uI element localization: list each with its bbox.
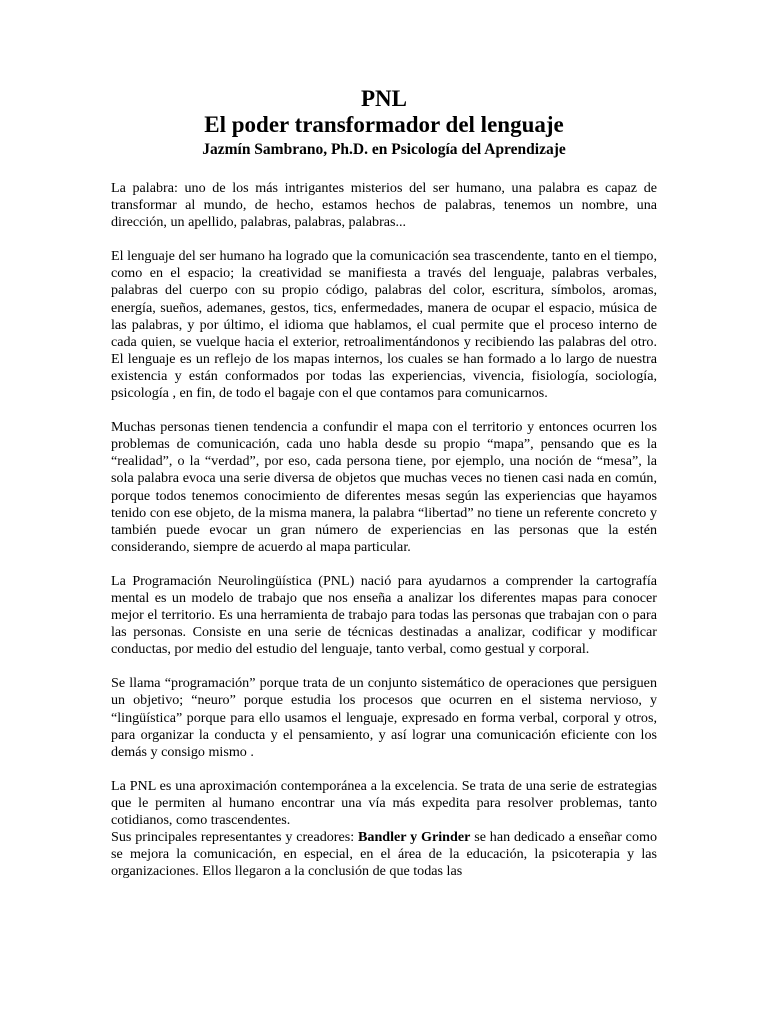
paragraph-7-text-start: Sus principales representantes y creadores: (111, 829, 358, 846)
document-title-line-2: El poder transformador del lenguaje (204, 112, 564, 137)
paragraph-2: El lenguaje del ser humano ha logrado que la comunicación sea trascendente, tanto en el tiempo, como en el espacio; la creatividad se manifiesta a través del lenguaje, palabras verbales, palabras del cuerpo con su propio código, palabras del color, escritura, símbolos, aromas, energía, sueños, ademanes, gestos, tics, enfermedades, manera de ocupar el espacio, música de las palabras, y por último, el idioma que hablamos, el cual permite que el proceso interno de cada quien, se vuelque hacia el exterior, retroalimentándonos y recibiendo las palabras del otro. El lenguaje es un reflejo de los mapas internos, los cuales se han formado a lo largo de nuestra existencia y están conformados por todas las experiencias, vivencia, fisiología, sociología, psicología , en fin, de todo el bagaje con el que contamos para comunicarnos. (111, 248, 657, 402)
paragraph-6: La PNL es una aproximación contemporánea a la excelencia. Se trata de una serie de estrategias que le permiten al humano encontrar una vía más expedita para resolver problemas, tanto cotidianos, como trascendentes. (111, 777, 657, 828)
paragraph-5: Se llama “programación” porque trata de un conjunto sistemático de operaciones que persiguen un objetivo; “neuro” porque estudia los procesos que ocurren en el sistema nervioso, y “lingüística” porque para ello usamos el lenguaje, expresado en forma verbal, corporal y otros, para organizar la conducta y el pensamiento, y así lograr una comunicación eficiente con los demás y consigo mismo . (111, 675, 657, 760)
document-author: Jazmín Sambrano, Ph.D. en Psicología del Aprendizaje (202, 141, 566, 158)
document-title-line-1: PNL (361, 86, 407, 111)
paragraph-7-bold-names: Bandler y Grinder (358, 829, 471, 846)
document-body (111, 86, 657, 897)
paragraph-3: Muchas personas tienen tendencia a confundir el mapa con el territorio y entonces ocurren los problemas de comunicación, cada uno habla desde su propio “mapa”, pensando que es la “realidad”, o la “verdad”, por eso, cada persona tiene, por ejemplo, una noción de “mesa”, la sola palabra evoca una serie diversa de objetos que muchas veces no tienen casi nada en común, porque todos tenemos conocimiento de diferentes mesas según las experiencias que hayamos tenido con ese objeto, de la misma manera, la palabra “libertad” no tiene un referente concreto y también puede evocar un gran número de experiencias en las personas que la estén considerando, siempre de acuerdo al mapa particular. (111, 419, 657, 555)
paragraph-7 (111, 829, 657, 880)
paragraph-4: La Programación Neurolingüística (PNL) nació para ayudarnos a comprender la cartografía mental es un modelo de trabajo que nos enseña a analizar los diferentes mapas para conocer mejor el territorio. Es una herramienta de trabajo para todas las personas que trabajan con o para las personas. Consiste en una serie de técnicas destinadas a analizar, codificar y modificar conductas, por medio del estudio del lenguaje, tanto verbal, como gestual y corporal. (111, 572, 657, 658)
paragraph-7-text-end: se han dedicado a enseñar como se mejora la comunicación, en especial, en el área de la educación, la psicoterapia y las organizaciones. Ellos llegaron a la conclusión de que todas las (111, 829, 657, 880)
paragraph-1: La palabra: uno de los más intrigantes misterios del ser humano, una palabra es capaz de transformar al mundo, de hecho, estamos hechos de palabras, tenemos un nombre, una dirección, un apellido, palabras, palabras, palabras... (111, 180, 657, 231)
